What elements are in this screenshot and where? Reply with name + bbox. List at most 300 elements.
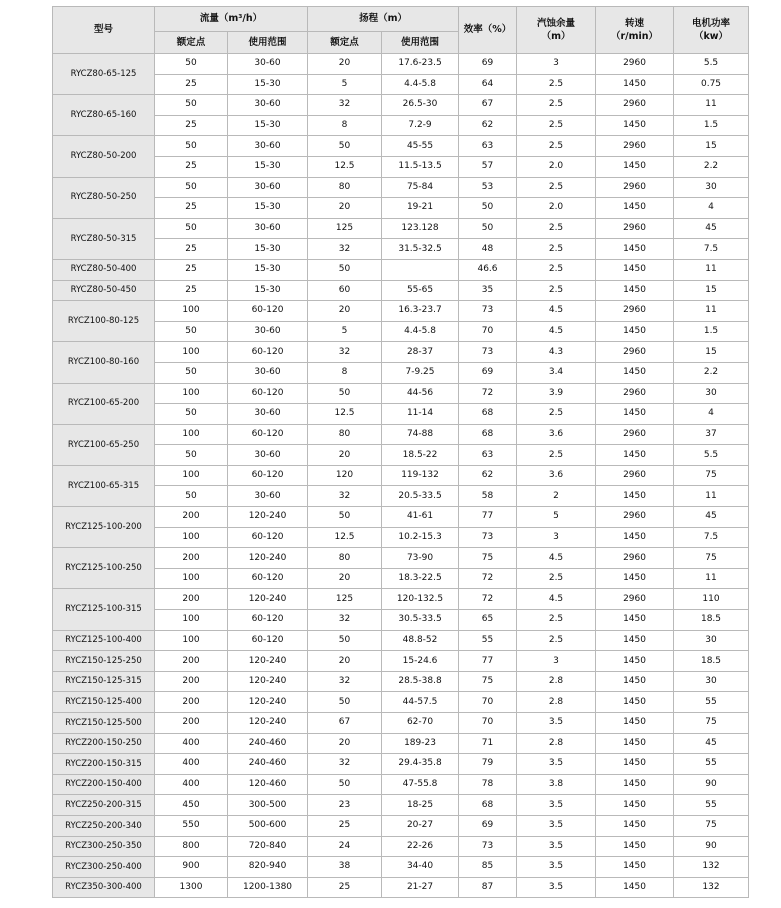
- head-rated-cell: 32: [308, 342, 382, 363]
- power-cell: 5.5: [674, 445, 749, 466]
- table-row: [53, 465, 749, 486]
- power-cell: 18.5: [674, 610, 749, 631]
- power-cell: 0.75: [674, 74, 749, 95]
- table-row: [53, 610, 749, 631]
- flow-rated-cell: 200: [155, 589, 228, 610]
- speed-cell: 1450: [596, 486, 674, 507]
- npsh-cell: 2.5: [517, 630, 596, 651]
- flow-rated-cell: 25: [155, 156, 228, 177]
- head-range-cell: 11.5-13.5: [382, 156, 459, 177]
- efficiency-cell: 72: [459, 589, 517, 610]
- npsh-cell: 2.8: [517, 692, 596, 713]
- table-row: [53, 424, 749, 445]
- efficiency-cell: 73: [459, 836, 517, 857]
- power-cell: 30: [674, 383, 749, 404]
- flow-range-cell: 60-120: [228, 342, 308, 363]
- efficiency-cell: 75: [459, 671, 517, 692]
- head-rated-cell: 50: [308, 774, 382, 795]
- npsh-cell: 3: [517, 527, 596, 548]
- speed-cell: 1450: [596, 836, 674, 857]
- npsh-cell: 3.5: [517, 713, 596, 734]
- efficiency-cell: 79: [459, 754, 517, 775]
- power-cell: 45: [674, 507, 749, 528]
- head-range-cell: 55-65: [382, 280, 459, 301]
- speed-cell: 1450: [596, 754, 674, 775]
- model-cell: RYCZ125-100-315: [53, 589, 155, 630]
- npsh-cell: 3: [517, 54, 596, 75]
- power-cell: 90: [674, 836, 749, 857]
- npsh-cell: 2.5: [517, 445, 596, 466]
- power-cell: 11: [674, 95, 749, 116]
- flow-rated-cell: 50: [155, 136, 228, 157]
- table-row: [53, 404, 749, 425]
- speed-cell: 1450: [596, 733, 674, 754]
- power-cell: 30: [674, 630, 749, 651]
- flow-rated-cell: 200: [155, 507, 228, 528]
- power-cell: 1.5: [674, 115, 749, 136]
- header-power: [674, 7, 749, 54]
- npsh-cell: 2.5: [517, 280, 596, 301]
- head-rated-cell: 12.5: [308, 156, 382, 177]
- efficiency-cell: 68: [459, 424, 517, 445]
- head-rated-cell: 20: [308, 733, 382, 754]
- efficiency-cell: 85: [459, 857, 517, 878]
- head-range-cell: 7.2-9: [382, 115, 459, 136]
- table-row: [53, 692, 749, 713]
- flow-range-cell: 120-240: [228, 692, 308, 713]
- head-range-cell: 45-55: [382, 136, 459, 157]
- table-row: [53, 74, 749, 95]
- header-npsh-line1: 汽蚀余量: [537, 18, 576, 29]
- flow-range-cell: 120-240: [228, 507, 308, 528]
- efficiency-cell: 71: [459, 733, 517, 754]
- speed-cell: 1450: [596, 115, 674, 136]
- efficiency-cell: 70: [459, 713, 517, 734]
- flow-range-cell: 120-240: [228, 713, 308, 734]
- head-range-cell: 44-56: [382, 383, 459, 404]
- model-cell: RYCZ125-100-200: [53, 507, 155, 548]
- head-range-cell: 48.8-52: [382, 630, 459, 651]
- flow-rated-cell: 100: [155, 424, 228, 445]
- head-rated-cell: 12.5: [308, 527, 382, 548]
- flow-range-cell: 30-60: [228, 404, 308, 425]
- table-row: [53, 651, 749, 672]
- header-flow-range: 使用范围: [228, 32, 308, 54]
- head-rated-cell: 12.5: [308, 404, 382, 425]
- head-range-cell: 19-21: [382, 198, 459, 219]
- efficiency-cell: 35: [459, 280, 517, 301]
- npsh-cell: 3.5: [517, 795, 596, 816]
- table-row: [53, 630, 749, 651]
- model-cell: RYCZ80-50-400: [53, 259, 155, 280]
- head-rated-cell: 20: [308, 301, 382, 322]
- flow-range-cell: 15-30: [228, 259, 308, 280]
- head-range-cell: [382, 259, 459, 280]
- flow-range-cell: 720-840: [228, 836, 308, 857]
- head-range-cell: 22-26: [382, 836, 459, 857]
- power-cell: 1.5: [674, 321, 749, 342]
- table-row: [53, 198, 749, 219]
- table-row: [53, 95, 749, 116]
- efficiency-cell: 87: [459, 877, 517, 898]
- npsh-cell: 2.5: [517, 610, 596, 631]
- efficiency-cell: 68: [459, 795, 517, 816]
- header-efficiency: 效率（%）: [459, 7, 517, 54]
- npsh-cell: 2.5: [517, 177, 596, 198]
- head-range-cell: 47-55.8: [382, 774, 459, 795]
- header-head-rated: 额定点: [308, 32, 382, 54]
- npsh-cell: 2.8: [517, 733, 596, 754]
- efficiency-cell: 70: [459, 692, 517, 713]
- flow-rated-cell: 25: [155, 239, 228, 260]
- model-cell: RYCZ100-65-315: [53, 465, 155, 506]
- head-range-cell: 29.4-35.8: [382, 754, 459, 775]
- head-rated-cell: 50: [308, 630, 382, 651]
- speed-cell: 2960: [596, 342, 674, 363]
- speed-cell: 2960: [596, 54, 674, 75]
- flow-rated-cell: 100: [155, 610, 228, 631]
- flow-range-cell: 120-460: [228, 774, 308, 795]
- flow-range-cell: 15-30: [228, 198, 308, 219]
- head-rated-cell: 80: [308, 424, 382, 445]
- head-range-cell: 4.4-5.8: [382, 74, 459, 95]
- flow-range-cell: 60-120: [228, 610, 308, 631]
- flow-range-cell: 30-60: [228, 177, 308, 198]
- header-power-line2: （kw）: [693, 31, 729, 42]
- flow-range-cell: 30-60: [228, 362, 308, 383]
- model-cell: RYCZ100-80-160: [53, 342, 155, 383]
- flow-rated-cell: 100: [155, 568, 228, 589]
- npsh-cell: 2.5: [517, 239, 596, 260]
- head-range-cell: 120-132.5: [382, 589, 459, 610]
- model-cell: RYCZ150-125-315: [53, 671, 155, 692]
- head-rated-cell: 50: [308, 692, 382, 713]
- power-cell: 75: [674, 815, 749, 836]
- head-range-cell: 15-24.6: [382, 651, 459, 672]
- head-rated-cell: 67: [308, 713, 382, 734]
- head-rated-cell: 32: [308, 239, 382, 260]
- head-rated-cell: 5: [308, 74, 382, 95]
- efficiency-cell: 48: [459, 239, 517, 260]
- flow-range-cell: 15-30: [228, 115, 308, 136]
- npsh-cell: 2.5: [517, 568, 596, 589]
- npsh-cell: 3.6: [517, 465, 596, 486]
- flow-range-cell: 30-60: [228, 54, 308, 75]
- flow-range-cell: 240-460: [228, 733, 308, 754]
- flow-rated-cell: 450: [155, 795, 228, 816]
- head-range-cell: 189-23: [382, 733, 459, 754]
- head-rated-cell: 32: [308, 671, 382, 692]
- speed-cell: 1450: [596, 198, 674, 219]
- speed-cell: 1450: [596, 527, 674, 548]
- header-flow-rated: 额定点: [155, 32, 228, 54]
- npsh-cell: 4.5: [517, 321, 596, 342]
- flow-rated-cell: 200: [155, 651, 228, 672]
- head-range-cell: 62-70: [382, 713, 459, 734]
- head-range-cell: 74-88: [382, 424, 459, 445]
- npsh-cell: 3.5: [517, 836, 596, 857]
- efficiency-cell: 69: [459, 815, 517, 836]
- efficiency-cell: 69: [459, 362, 517, 383]
- npsh-cell: 3.5: [517, 857, 596, 878]
- model-cell: RYCZ150-125-500: [53, 713, 155, 734]
- flow-rated-cell: 900: [155, 857, 228, 878]
- flow-range-cell: 15-30: [228, 239, 308, 260]
- table-row: [53, 754, 749, 775]
- head-range-cell: 73-90: [382, 548, 459, 569]
- table-body: [53, 54, 749, 898]
- efficiency-cell: 72: [459, 568, 517, 589]
- npsh-cell: 3.4: [517, 362, 596, 383]
- head-range-cell: 28.5-38.8: [382, 671, 459, 692]
- speed-cell: 1450: [596, 74, 674, 95]
- power-cell: 15: [674, 280, 749, 301]
- head-rated-cell: 32: [308, 610, 382, 631]
- head-rated-cell: 32: [308, 95, 382, 116]
- table-row: [53, 301, 749, 322]
- flow-range-cell: 15-30: [228, 74, 308, 95]
- flow-rated-cell: 200: [155, 713, 228, 734]
- flow-range-cell: 500-600: [228, 815, 308, 836]
- table-row: [53, 507, 749, 528]
- head-rated-cell: 60: [308, 280, 382, 301]
- efficiency-cell: 64: [459, 74, 517, 95]
- flow-range-cell: 30-60: [228, 321, 308, 342]
- speed-cell: 2960: [596, 383, 674, 404]
- npsh-cell: 2.5: [517, 404, 596, 425]
- flow-range-cell: 15-30: [228, 156, 308, 177]
- power-cell: 75: [674, 465, 749, 486]
- speed-cell: 2960: [596, 589, 674, 610]
- npsh-cell: 3.5: [517, 877, 596, 898]
- model-cell: RYCZ300-250-350: [53, 836, 155, 857]
- table-row: [53, 877, 749, 898]
- npsh-cell: 4.5: [517, 301, 596, 322]
- npsh-cell: 3: [517, 651, 596, 672]
- head-range-cell: 30.5-33.5: [382, 610, 459, 631]
- flow-range-cell: 120-240: [228, 671, 308, 692]
- flow-rated-cell: 200: [155, 548, 228, 569]
- efficiency-cell: 75: [459, 548, 517, 569]
- model-cell: RYCZ150-125-250: [53, 651, 155, 672]
- flow-range-cell: 120-240: [228, 589, 308, 610]
- head-range-cell: 4.4-5.8: [382, 321, 459, 342]
- head-rated-cell: 80: [308, 177, 382, 198]
- flow-rated-cell: 25: [155, 259, 228, 280]
- npsh-cell: 2.5: [517, 95, 596, 116]
- head-range-cell: 21-27: [382, 877, 459, 898]
- table-row: [53, 836, 749, 857]
- table-row: [53, 383, 749, 404]
- power-cell: 75: [674, 713, 749, 734]
- flow-rated-cell: 100: [155, 465, 228, 486]
- model-cell: RYCZ80-65-160: [53, 95, 155, 136]
- table-row: [53, 733, 749, 754]
- head-rated-cell: 5: [308, 321, 382, 342]
- head-range-cell: 20-27: [382, 815, 459, 836]
- npsh-cell: 3.5: [517, 815, 596, 836]
- flow-range-cell: 60-120: [228, 527, 308, 548]
- flow-rated-cell: 50: [155, 404, 228, 425]
- flow-rated-cell: 50: [155, 321, 228, 342]
- head-range-cell: 31.5-32.5: [382, 239, 459, 260]
- flow-range-cell: 120-240: [228, 651, 308, 672]
- flow-range-cell: 30-60: [228, 95, 308, 116]
- head-range-cell: 41-61: [382, 507, 459, 528]
- model-cell: RYCZ100-80-125: [53, 301, 155, 342]
- head-rated-cell: 20: [308, 54, 382, 75]
- speed-cell: 1450: [596, 815, 674, 836]
- table-row: [53, 239, 749, 260]
- head-range-cell: 119-132: [382, 465, 459, 486]
- npsh-cell: 2.5: [517, 74, 596, 95]
- model-cell: RYCZ100-65-200: [53, 383, 155, 424]
- power-cell: 11: [674, 568, 749, 589]
- flow-rated-cell: 100: [155, 527, 228, 548]
- speed-cell: 1450: [596, 774, 674, 795]
- flow-rated-cell: 25: [155, 115, 228, 136]
- efficiency-cell: 62: [459, 465, 517, 486]
- flow-rated-cell: 50: [155, 54, 228, 75]
- power-cell: 90: [674, 774, 749, 795]
- header-head: 扬程（m）: [308, 7, 459, 32]
- efficiency-cell: 73: [459, 342, 517, 363]
- speed-cell: 1450: [596, 692, 674, 713]
- flow-rated-cell: 50: [155, 486, 228, 507]
- power-cell: 2.2: [674, 156, 749, 177]
- table-row: [53, 815, 749, 836]
- table-row: [53, 115, 749, 136]
- power-cell: 75: [674, 548, 749, 569]
- efficiency-cell: 63: [459, 445, 517, 466]
- power-cell: 4: [674, 198, 749, 219]
- flow-range-cell: 15-30: [228, 280, 308, 301]
- head-rated-cell: 80: [308, 548, 382, 569]
- speed-cell: 1450: [596, 362, 674, 383]
- header-speed-line2: （r/min）: [610, 31, 659, 42]
- table-row: [53, 795, 749, 816]
- speed-cell: 2960: [596, 424, 674, 445]
- flow-rated-cell: 200: [155, 671, 228, 692]
- head-rated-cell: 8: [308, 115, 382, 136]
- speed-cell: 1450: [596, 259, 674, 280]
- npsh-cell: 3.6: [517, 424, 596, 445]
- npsh-cell: 4.5: [517, 589, 596, 610]
- model-cell: RYCZ80-50-250: [53, 177, 155, 218]
- flow-range-cell: 240-460: [228, 754, 308, 775]
- flow-rated-cell: 800: [155, 836, 228, 857]
- speed-cell: 2960: [596, 548, 674, 569]
- power-cell: 5.5: [674, 54, 749, 75]
- flow-rated-cell: 400: [155, 754, 228, 775]
- npsh-cell: 2.5: [517, 136, 596, 157]
- flow-rated-cell: 100: [155, 383, 228, 404]
- head-range-cell: 44-57.5: [382, 692, 459, 713]
- header-speed: [596, 7, 674, 54]
- speed-cell: 1450: [596, 651, 674, 672]
- header-npsh: [517, 7, 596, 54]
- power-cell: 4: [674, 404, 749, 425]
- table-row: [53, 568, 749, 589]
- head-rated-cell: 32: [308, 754, 382, 775]
- head-rated-cell: 25: [308, 877, 382, 898]
- head-rated-cell: 20: [308, 198, 382, 219]
- head-rated-cell: 25: [308, 815, 382, 836]
- flow-range-cell: 60-120: [228, 301, 308, 322]
- head-range-cell: 10.2-15.3: [382, 527, 459, 548]
- speed-cell: 1450: [596, 445, 674, 466]
- flow-rated-cell: 400: [155, 774, 228, 795]
- efficiency-cell: 77: [459, 651, 517, 672]
- table-row: [53, 527, 749, 548]
- speed-cell: 2960: [596, 465, 674, 486]
- speed-cell: 1450: [596, 713, 674, 734]
- efficiency-cell: 50: [459, 218, 517, 239]
- head-rated-cell: 50: [308, 259, 382, 280]
- power-cell: 18.5: [674, 651, 749, 672]
- head-range-cell: 11-14: [382, 404, 459, 425]
- power-cell: 11: [674, 259, 749, 280]
- flow-rated-cell: 1300: [155, 877, 228, 898]
- flow-rated-cell: 400: [155, 733, 228, 754]
- model-cell: RYCZ125-100-250: [53, 548, 155, 589]
- flow-rated-cell: 550: [155, 815, 228, 836]
- speed-cell: 2960: [596, 301, 674, 322]
- table-row: [53, 362, 749, 383]
- head-range-cell: 34-40: [382, 857, 459, 878]
- efficiency-cell: 73: [459, 301, 517, 322]
- speed-cell: 2960: [596, 507, 674, 528]
- table-row: [53, 342, 749, 363]
- model-cell: RYCZ250-200-340: [53, 815, 155, 836]
- power-cell: 30: [674, 671, 749, 692]
- pump-spec-table: [52, 6, 749, 898]
- head-range-cell: 7-9.25: [382, 362, 459, 383]
- table-row: [53, 280, 749, 301]
- model-cell: RYCZ80-50-315: [53, 218, 155, 259]
- power-cell: 15: [674, 342, 749, 363]
- npsh-cell: 2.5: [517, 115, 596, 136]
- flow-range-cell: 30-60: [228, 218, 308, 239]
- efficiency-cell: 70: [459, 321, 517, 342]
- head-rated-cell: 50: [308, 136, 382, 157]
- power-cell: 45: [674, 218, 749, 239]
- speed-cell: 2960: [596, 177, 674, 198]
- table-row: [53, 774, 749, 795]
- efficiency-cell: 69: [459, 54, 517, 75]
- power-cell: 7.5: [674, 239, 749, 260]
- npsh-cell: 2.8: [517, 671, 596, 692]
- flow-range-cell: 30-60: [228, 445, 308, 466]
- speed-cell: 2960: [596, 136, 674, 157]
- efficiency-cell: 50: [459, 198, 517, 219]
- flow-range-cell: 60-120: [228, 383, 308, 404]
- npsh-cell: 4.3: [517, 342, 596, 363]
- flow-rated-cell: 50: [155, 218, 228, 239]
- head-range-cell: 18.3-22.5: [382, 568, 459, 589]
- power-cell: 132: [674, 857, 749, 878]
- efficiency-cell: 46.6: [459, 259, 517, 280]
- flow-range-cell: 120-240: [228, 548, 308, 569]
- table-row: [53, 54, 749, 75]
- model-cell: RYCZ100-65-250: [53, 424, 155, 465]
- header-speed-line1: 转速: [625, 18, 645, 29]
- head-rated-cell: 20: [308, 568, 382, 589]
- npsh-cell: 3.9: [517, 383, 596, 404]
- efficiency-cell: 77: [459, 507, 517, 528]
- npsh-cell: 3.5: [517, 754, 596, 775]
- table-header: [53, 7, 749, 54]
